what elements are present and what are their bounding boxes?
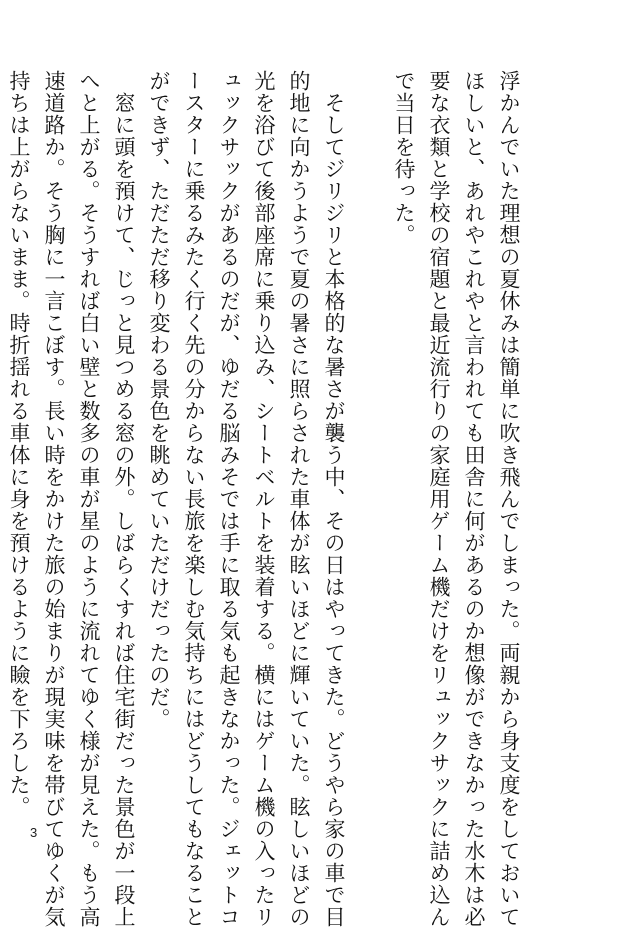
text-line: 光を浴びて後部座席に乗り込み、シートベルトを装着する。横にはゲーム機の入ったリ: [252, 70, 276, 928]
text-line: へと上がる。そうすれば白い壁と数多の車が星のように流れてゆく様が見えた。もう高: [77, 70, 101, 928]
text-line: ほしいと、あれやこれやと言われても田舎に何があるのか想像ができなかった水木は必: [462, 70, 486, 928]
text-line: で当日を待った。: [392, 70, 416, 246]
text-line: ュックサックがあるのだが、ゆだる脳みそでは手に取る気も起きなかった。ジェットコ: [217, 70, 241, 928]
paragraph-gap: [351, 70, 386, 830]
text-line: 窓に頭を預けて、じっと見つめる窓の外。しばらくすれば住宅街だった景色が一段上: [112, 70, 136, 928]
text-line: そしてジリジリと本格的な暑さが襲う中、その日はやってきた。どうやら家の車で目: [322, 70, 346, 928]
text-line: ができず、ただただ移り変わる景色を眺めていただけだったのだ。: [147, 70, 171, 730]
text-line: 速道路か。そう胸に一言こぼす。長い時をかけた旅の始まりが現実味を帯びてゆくが気: [42, 70, 66, 928]
text-line: ースターに乗るみたく行く先の分からない長旅を楽しむ気持ちにはどうしてもなること: [182, 70, 206, 928]
text-line: 的地に向かうようで夏の暑さに照らされた車体が眩いほどに輝いていた。眩しいほどの: [287, 70, 311, 928]
page-number: 3: [30, 825, 38, 840]
text-line: 浮かんでいた理想の夏休みは簡単に吹き飛んでしまった。両親から身支度をしておいて: [497, 70, 521, 928]
text-line: 要な衣類と学校の宿題と最近流行りの家庭用ゲーム機だけをリュックサックに詰め込ん: [427, 70, 451, 928]
text-line: 持ちは上がらないまま。時折揺れる車体に身を預けるように瞼を下ろした。: [7, 70, 31, 818]
vertical-text-block: [7, 70, 526, 928]
